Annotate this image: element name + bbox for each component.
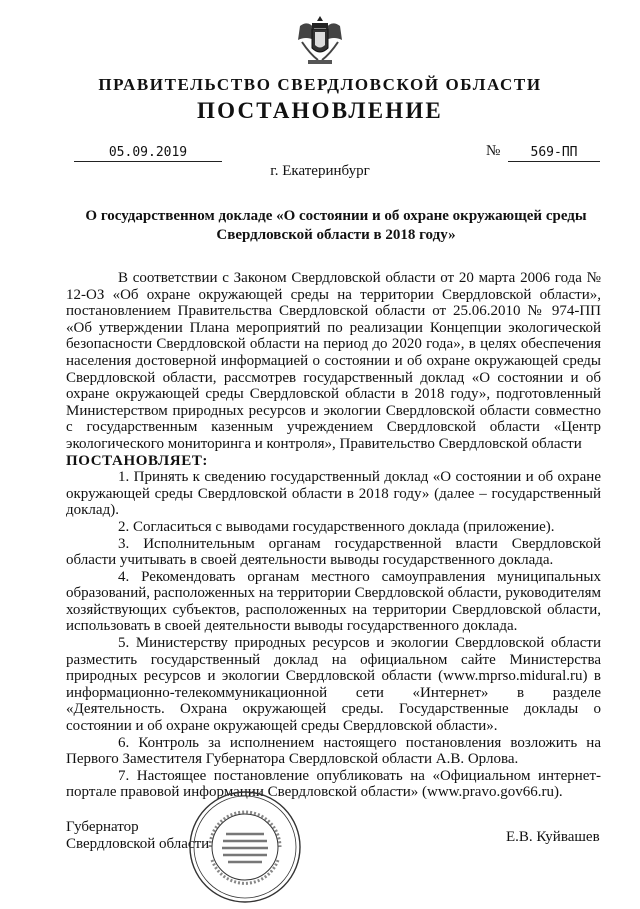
position-line-1: Губернатор [66, 819, 139, 835]
document-type: ПОСТАНОВЛЕНИЕ [197, 98, 443, 123]
document-number: 569-ПП [508, 144, 600, 162]
list-item: 2. Согласиться с выводами государственного доклада (приложение). [118, 518, 555, 535]
position-line-2: Свердловской области [66, 836, 210, 852]
list-item: 1. Принять к сведению государственный доклад «О состоянии и об охране окружающей среды Свердловской области в 2018 году» (далее – государственный доклад). [66, 469, 601, 519]
list-item: 5. Министерству природных ресурсов и экологии Свердловской области разместить государственный доклад на официальном сайте Министерства природных ресурсов и экологии Свердловской области (www.mprso.midural.ru) в информационно-телекоммуникационной сети «Интернет» в разделе «Деятельность. Охрана окружающей среды. Государственные доклады о состоянии и об охране окружающей среды Свердловской области». [66, 635, 601, 735]
document-body [66, 270, 601, 801]
organization-name: ПРАВИТЕЛЬСТВО СВЕРДЛОВСКОЙ ОБЛАСТИ [98, 75, 542, 94]
preamble: В соответствии с Законом Свердловской области от 20 марта 2006 года № 12-ОЗ «Об охране окружающей среды на территории Свердловской области», постановлением Правительства Свердловской области от 25.06.2010 № 974-ПП «Об утверждении Плана мероприятий по реализации Концепции экологической безопасности Свердловской области на период до 2020 года», в целях обеспечения населения достоверной информацией о состоянии и об охране окружающей среды Свердловской области, рассмотрев государственный доклад «О состоянии и об охране окружающей среды Свердловской области в 2018 году», подготовленный Министерством природных ресурсов и экологии Свердловской области совместно с государственным казенным учреждением Свердловской области «Центр экологического мониторинга и контроля», Правительство Свердловской области [66, 270, 601, 452]
list-item: 3. Исполнительным органам государственной власти Свердловской области учитывать в своей деятельности выводы государственного доклада. [66, 535, 601, 569]
list-item: 7. Настоящее постановление опубликовать на «Официальном интернет-портале правовой информации Свердловской области» (www.pravo.gov66.ru). [66, 767, 601, 801]
list-item: 6. Контроль за исполнением настоящего постановления возложить на Первого Заместителя Губернатора Свердловской области А.В. Орлова. [66, 734, 601, 768]
official-stamp [188, 790, 302, 904]
coat-of-arms-icon [294, 14, 346, 68]
list-item: 4. Рекомендовать органам местного самоуправления муниципальных образований, расположенных на территории Свердловской области, руководителям хозяйствующих субъектов, расположенных на территории Свердловской области, использовать в своей деятельности выводы государственного доклада. [66, 568, 601, 635]
signatory-name: Е.В. Куйвашев [506, 829, 600, 845]
resolve-heading: ПОСТАНОВЛЯЕТ: [66, 452, 209, 469]
document-title: О государственном докладе «О состоянии и об охране окружающей среды Свердловской области в 2018 году» [85, 208, 587, 243]
number-label: № [486, 143, 501, 159]
city: г. Екатеринбург [270, 163, 370, 179]
document-date: 05.09.2019 [74, 144, 222, 162]
